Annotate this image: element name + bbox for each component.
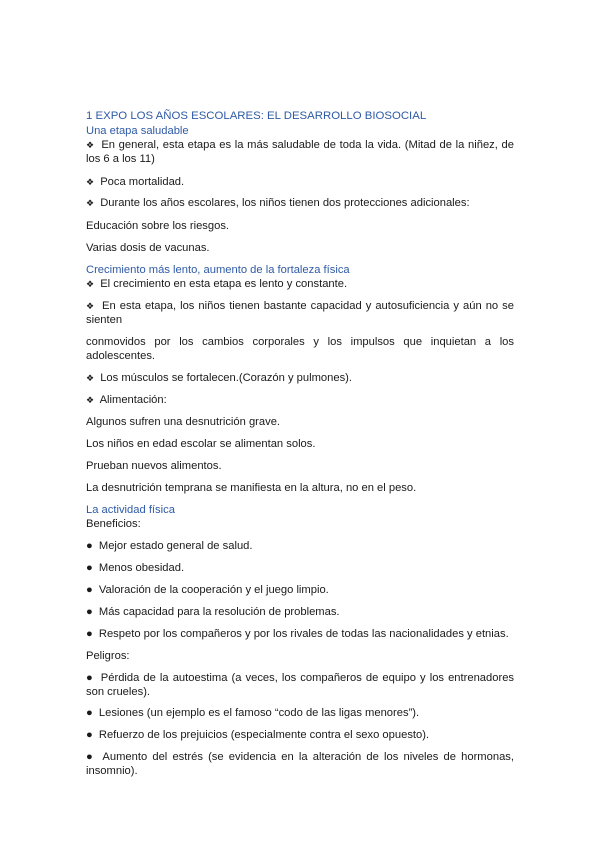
list-item: ● Menos obesidad. xyxy=(86,562,185,574)
section-heading-growth: Crecimiento más lento, aumento de la fortaleza física xyxy=(86,264,350,276)
bullet-icon: ● xyxy=(86,751,95,763)
diamond-bullet-icon: ❖ xyxy=(86,279,95,289)
paragraph: conmovidos por los cambios corporales y los impulsos que inquietan a los adolescentes. xyxy=(86,336,514,362)
list-item: ● Pérdida de la autoestima (a veces, los compañeros de equipo y los entrenadores son crueles). xyxy=(86,672,515,698)
paragraph: La desnutrición temprana se manifiesta en la altura, no en el peso. xyxy=(86,482,417,494)
benefits-label: Beneficios: xyxy=(86,518,141,530)
diamond-bullet-icon: ❖ xyxy=(86,198,95,208)
bullet-icon: ● xyxy=(86,628,93,640)
paragraph: Algunos sufren una desnutrición grave. xyxy=(86,416,281,428)
document-title: 1 EXPO LOS AÑOS ESCOLARES: EL DESARROLLO BIOSOCIAL xyxy=(86,110,427,122)
list-item: ❖ Los músculos se fortalecen.(Corazón y pulmones). xyxy=(86,372,353,384)
list-item: ● Mejor estado general de salud. xyxy=(86,540,253,552)
list-item: ❖ El crecimiento en esta etapa es lento y constante. xyxy=(86,278,348,290)
bullet-icon: ● xyxy=(86,729,93,741)
list-item: ● Lesiones (un ejemplo es el famoso “codo de las ligas menores”). xyxy=(86,707,420,719)
list-item: ❖ Durante los años escolares, los niños tienen dos protecciones adicionales: xyxy=(86,197,470,209)
diamond-bullet-icon: ❖ xyxy=(86,140,95,150)
list-item: ❖ Poca mortalidad. xyxy=(86,176,185,188)
bullet-icon: ● xyxy=(86,584,93,596)
list-item: ● Valoración de la cooperación y el juego limpio. xyxy=(86,584,329,596)
bullet-icon: ● xyxy=(86,606,93,618)
list-item: ● Aumento del estrés (se evidencia en la alteración de los niveles de hormonas, insomnio). xyxy=(86,751,514,777)
paragraph: Prueban nuevos alimentos. xyxy=(86,460,222,472)
section-heading-healthy-stage: Una etapa saludable xyxy=(86,125,189,137)
diamond-bullet-icon: ❖ xyxy=(86,301,95,311)
list-item: ● Refuerzo de los prejuicios (especialmente contra el sexo opuesto). xyxy=(86,729,430,741)
bullet-icon: ● xyxy=(86,540,93,552)
paragraph: Educación sobre los riesgos. xyxy=(86,220,230,232)
bullet-icon: ● xyxy=(86,562,93,574)
bullet-icon: ● xyxy=(86,672,94,684)
list-item: ❖ En general, esta etapa es la más saludable de toda la vida. (Mitad de la niñez, de los 6 a los 11) xyxy=(86,139,514,165)
diamond-bullet-icon: ❖ xyxy=(86,395,95,405)
diamond-bullet-icon: ❖ xyxy=(86,177,95,187)
diamond-bullet-icon: ❖ xyxy=(86,373,95,383)
section-heading-physical-activity: La actividad física xyxy=(86,504,175,516)
list-item: ● Más capacidad para la resolución de problemas. xyxy=(86,606,340,618)
list-item: ● Respeto por los compañeros y por los rivales de todas las nacionalidades y etnias. xyxy=(86,628,509,640)
paragraph: Varias dosis de vacunas. xyxy=(86,242,210,254)
dangers-label: Peligros: xyxy=(86,650,130,662)
bullet-icon: ● xyxy=(86,707,93,719)
paragraph: Los niños en edad escolar se alimentan solos. xyxy=(86,438,316,450)
list-item: ❖ En esta etapa, los niños tienen bastante capacidad y autosuficiencia y aún no se sienten xyxy=(86,300,515,326)
list-item: ❖ Alimentación: xyxy=(86,394,167,406)
